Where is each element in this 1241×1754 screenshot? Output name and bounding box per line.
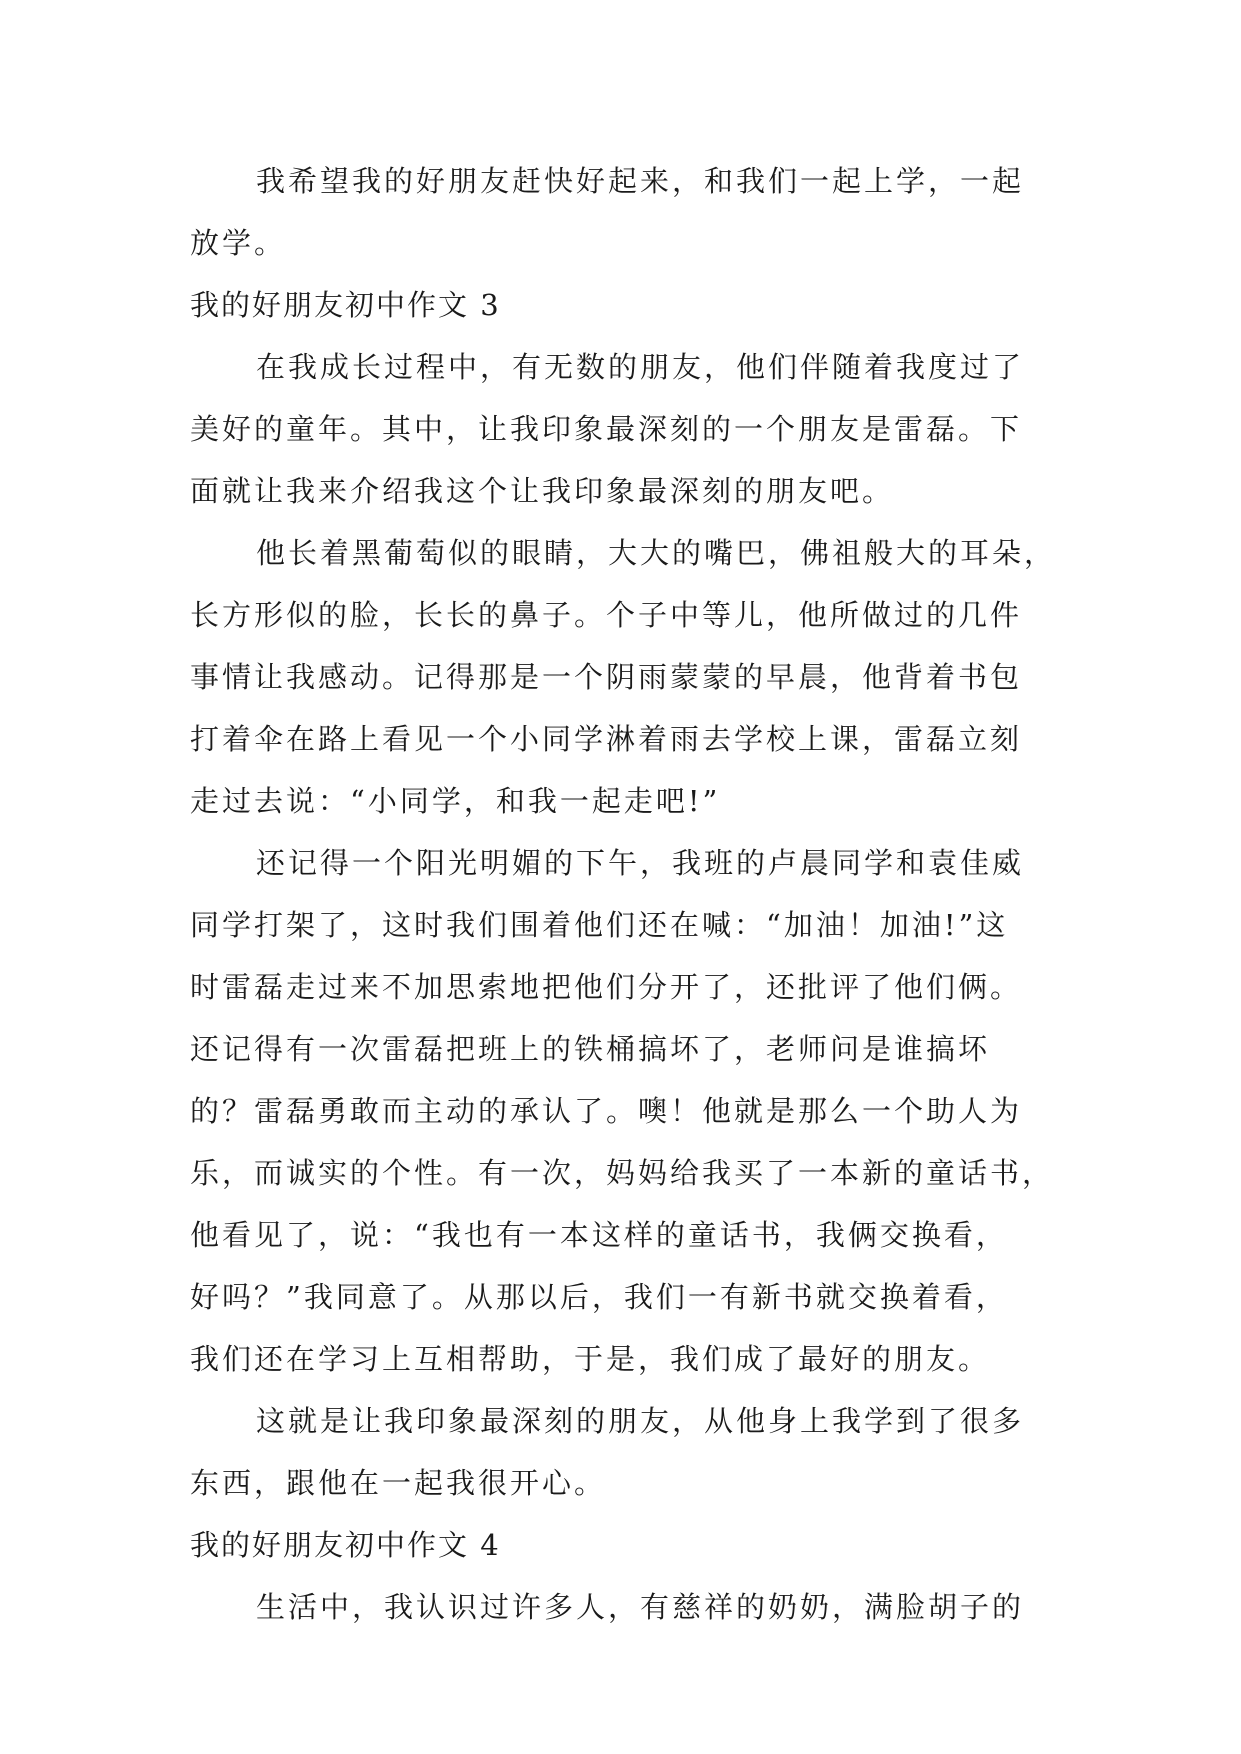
paragraph-line: 走过去说：“小同学，和我一起走吧!” xyxy=(190,784,721,818)
paragraph-line: 面就让我来介绍我这个让我印象最深刻的朋友吧。 xyxy=(190,474,895,508)
paragraph-line: 我们还在学习上互相帮助，于是，我们成了最好的朋友。 xyxy=(190,1342,991,1376)
paragraph-line: 好吗？”我同意了。从那以后，我们一有新书就交换着看， xyxy=(190,1280,1008,1314)
paragraph-line: 我希望我的好朋友赶快好起来，和我们一起上学，一起 xyxy=(256,164,1025,198)
paragraph-line: 这就是让我印象最深刻的朋友，从他身上我学到了很多 xyxy=(256,1404,1025,1438)
paragraph-line: 他长着黑葡萄似的眼睛，大大的嘴巴，佛祖般大的耳朵， xyxy=(256,536,1057,570)
paragraph-line: 事情让我感动。记得那是一个阴雨蒙蒙的早晨，他背着书包 xyxy=(190,660,1023,694)
paragraph-line: 东西，跟他在一起我很开心。 xyxy=(190,1466,607,1500)
paragraph-line: 在我成长过程中，有无数的朋友，他们伴随着我度过了 xyxy=(256,350,1025,384)
paragraph-line: 时雷磊走过来不加思索地把他们分开了，还批评了他们俩。 xyxy=(190,970,1023,1004)
paragraph-line: 他看见了，说：“我也有一本这样的童话书，我俩交换看， xyxy=(190,1218,1008,1252)
paragraph-line: 的？雷磊勇敢而主动的承认了。噢！他就是那么一个助人为 xyxy=(190,1094,1023,1128)
section-heading: 我的好朋友初中作文 3 xyxy=(190,288,501,322)
paragraph-line: 乐，而诚实的个性。有一次，妈妈给我买了一本新的童话书， xyxy=(190,1156,1055,1190)
paragraph-line: 还记得一个阳光明媚的下午，我班的卢晨同学和袁佳威 xyxy=(256,846,1025,880)
paragraph-line: 长方形似的脸，长长的鼻子。个子中等儿，他所做过的几件 xyxy=(190,598,1023,632)
section-heading: 我的好朋友初中作文 4 xyxy=(190,1528,501,1562)
paragraph-line: 打着伞在路上看见一个小同学淋着雨去学校上课，雷磊立刻 xyxy=(190,722,1023,756)
document-body xyxy=(190,150,1060,1638)
paragraph-line: 还记得有一次雷磊把班上的铁桶搞坏了，老师问是谁搞坏 xyxy=(190,1032,991,1066)
paragraph-line: 同学打架了，这时我们围着他们还在喊：“加油！加油!”这 xyxy=(190,908,1009,942)
paragraph-line: 生活中，我认识过许多人，有慈祥的奶奶，满脸胡子的 xyxy=(256,1590,1025,1624)
paragraph-line: 美好的童年。其中，让我印象最深刻的一个朋友是雷磊。下 xyxy=(190,412,1023,446)
paragraph-line: 放学。 xyxy=(190,226,287,260)
